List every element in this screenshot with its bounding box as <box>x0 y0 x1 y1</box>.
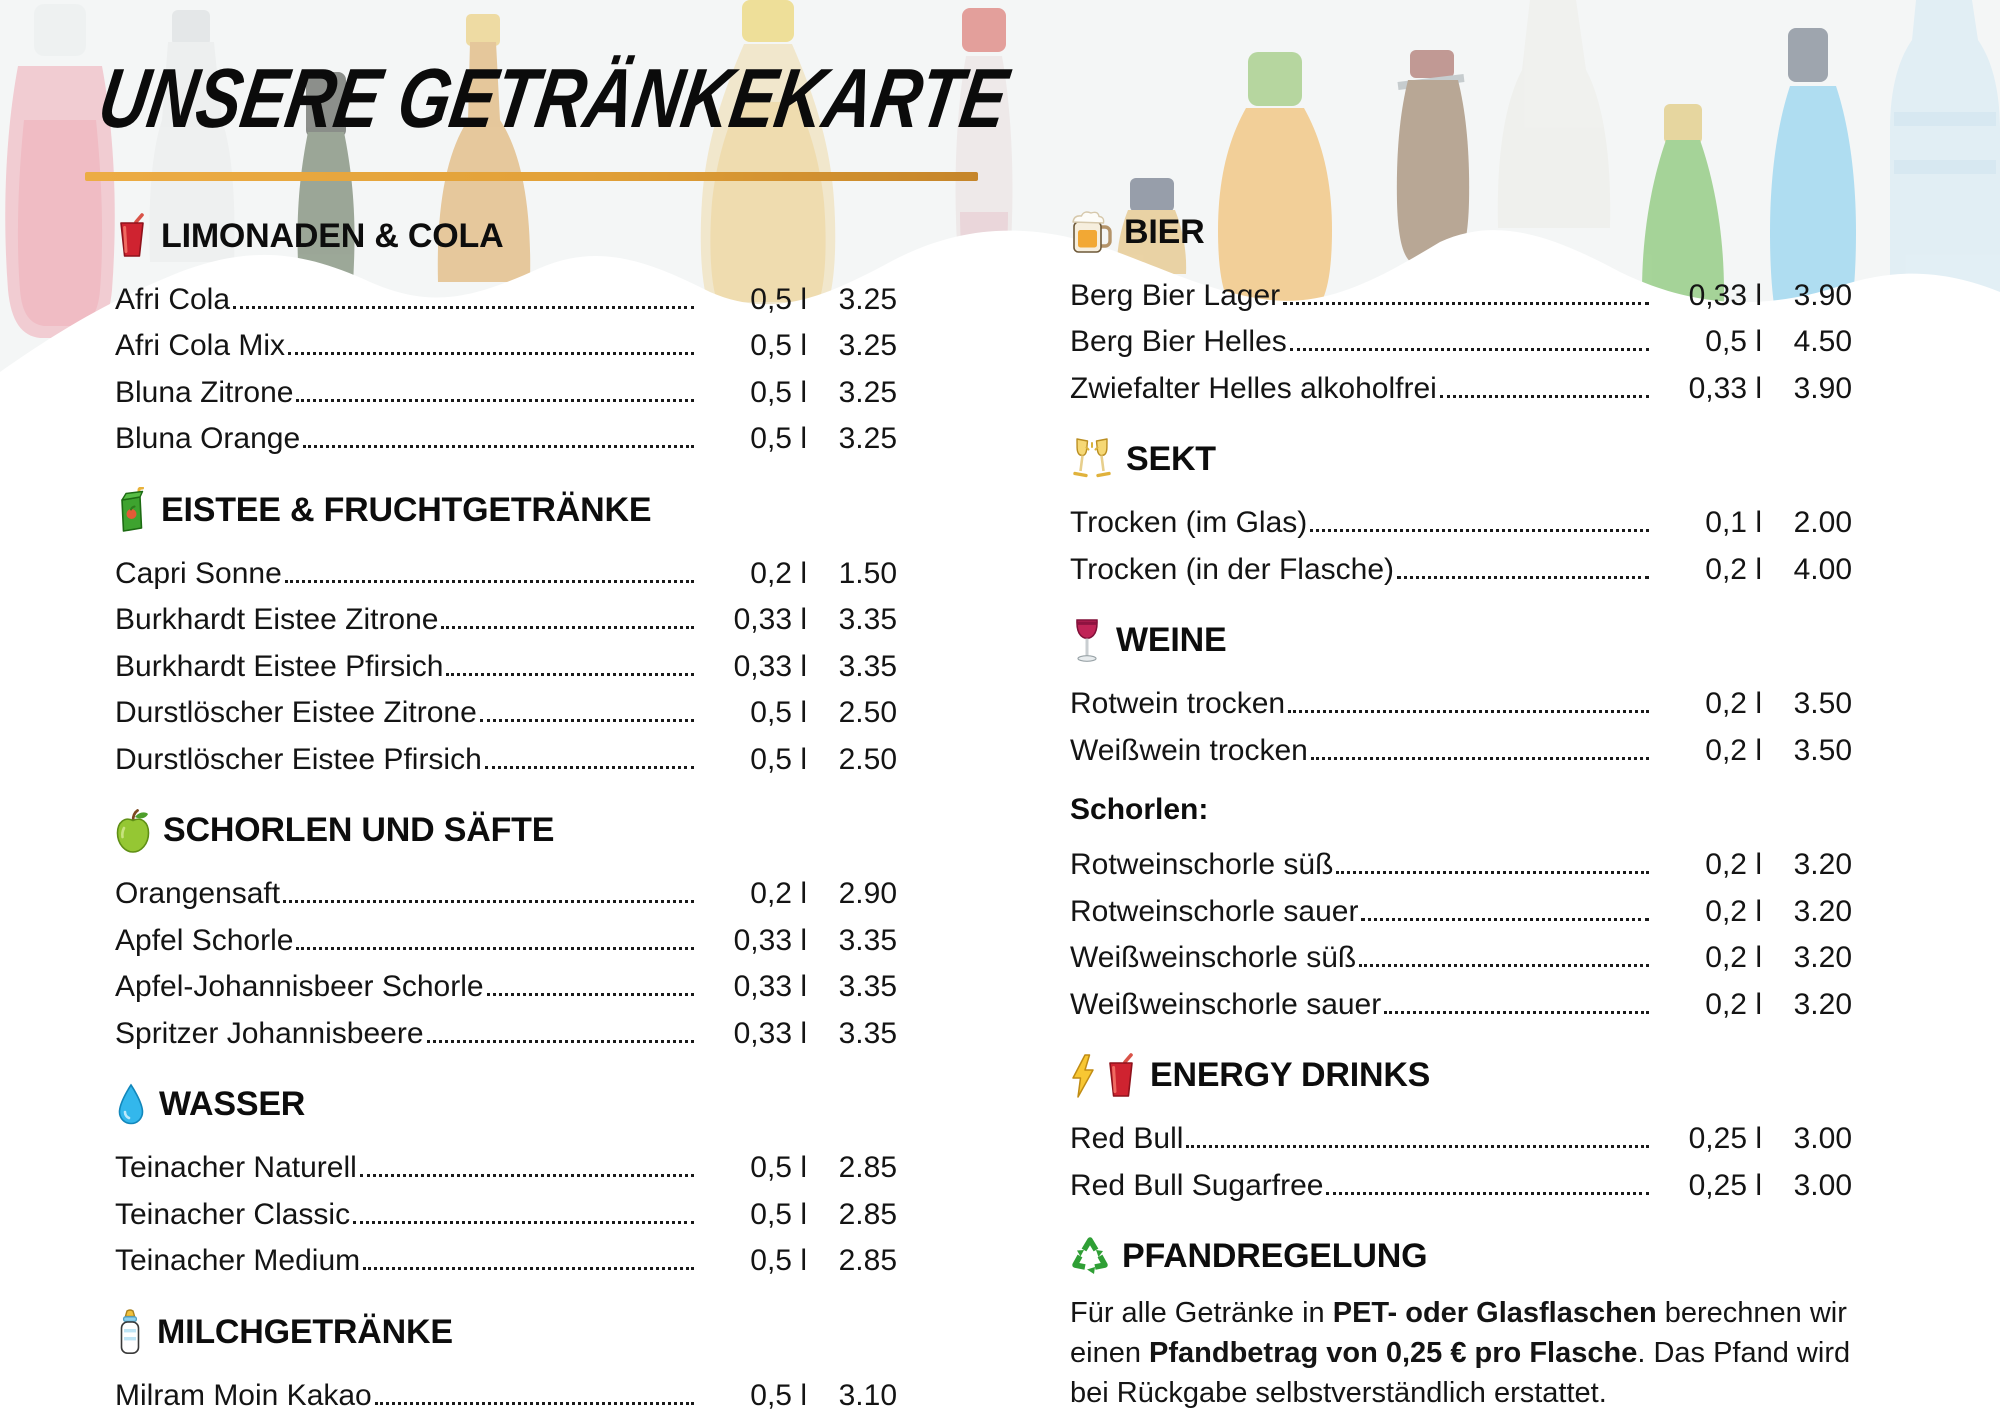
menu-item-row <box>115 317 897 364</box>
dot-leader <box>360 1174 694 1177</box>
item-name: Spritzer Johannisbeere <box>115 1016 424 1050</box>
item-volume: 0,1 l <box>1705 506 1762 539</box>
item-name: Rotwein trocken <box>1070 687 1286 720</box>
item-name: Afri Cola Mix <box>115 329 286 362</box>
item-price: 3.25 <box>838 329 897 362</box>
item-volume: 0,2 l <box>1705 987 1762 1021</box>
item-name: Berg Bier Helles <box>1070 325 1287 358</box>
menu-section <box>1070 206 1852 406</box>
menu-item-row <box>115 591 897 638</box>
section-header <box>1070 615 1852 667</box>
item-price: 2.50 <box>838 742 897 776</box>
item-volume: 0,2 l <box>1705 941 1762 974</box>
menu-item-row <box>115 1139 897 1186</box>
menu-section <box>1070 1050 1852 1203</box>
dot-leader <box>1288 710 1649 713</box>
baby-bottle-icon <box>115 1309 145 1355</box>
menu-column-left <box>115 210 897 1413</box>
item-volume: 0,33 l <box>733 970 807 1003</box>
juice-box-icon <box>115 487 149 533</box>
dot-leader <box>303 445 694 448</box>
item-volume: 0,25 l <box>1688 1168 1762 1202</box>
item-name: Capri Sonne <box>115 556 282 590</box>
item-price: 2.50 <box>838 696 897 729</box>
item-volume: 0,5 l <box>750 375 807 409</box>
item-price: 3.00 <box>1793 1168 1852 1202</box>
item-name: Afri Cola <box>115 282 231 316</box>
item-volume: 0,2 l <box>1705 733 1762 767</box>
dot-leader <box>288 352 694 355</box>
item-price: 3.90 <box>1793 371 1852 405</box>
menu-section <box>1070 1231 1852 1413</box>
item-name: Teinacher Naturell <box>115 1151 357 1184</box>
menu-item-row <box>1070 721 1852 768</box>
menu-item-row <box>115 1185 897 1232</box>
dot-leader <box>1311 757 1649 760</box>
dot-leader <box>353 1221 694 1224</box>
dot-leader <box>1384 1011 1649 1014</box>
menu-item-row <box>115 1004 897 1051</box>
item-name: Durstlöscher Eistee Zitrone <box>115 696 477 729</box>
title-underline <box>85 172 978 181</box>
item-volume: 0,5 l <box>750 742 807 776</box>
item-price: 2.00 <box>1793 506 1852 539</box>
dot-leader <box>1440 395 1649 398</box>
item-volume: 0,5 l <box>750 696 807 729</box>
dot-leader <box>1310 529 1649 532</box>
item-name: Rotweinschorle sauer <box>1070 894 1359 928</box>
item-price: 3.35 <box>838 970 897 1003</box>
section-title: EISTEE & FRUCHTGETRÄNKE <box>161 490 652 529</box>
item-volume: 0,33 l <box>1688 278 1762 312</box>
section-title: WASSER <box>159 1085 306 1123</box>
item-price: 3.10 <box>838 1378 897 1412</box>
item-price: 3.25 <box>838 282 897 316</box>
menu-item-row <box>1070 836 1852 883</box>
menu-item-row <box>1070 313 1852 360</box>
menu-item-row <box>115 270 897 317</box>
dot-leader <box>283 900 694 903</box>
item-volume: 0,5 l <box>750 422 807 455</box>
note-segment: berechnen wir einen <box>1070 1296 1847 1369</box>
menu-item-row <box>1070 929 1852 976</box>
item-name: Weißwein trocken <box>1070 733 1308 767</box>
item-name: Bluna Orange <box>115 422 301 455</box>
menu-item-row <box>1070 494 1852 541</box>
item-volume: 0,2 l <box>1705 894 1762 928</box>
dot-leader <box>285 580 694 583</box>
item-name: Trocken (in der Flasche) <box>1070 552 1394 586</box>
dot-leader <box>487 993 694 996</box>
menu-item-row <box>1070 975 1852 1022</box>
item-price: 3.35 <box>838 1016 897 1050</box>
item-price: 3.50 <box>1793 733 1852 767</box>
item-price: 2.85 <box>838 1244 897 1277</box>
deposit-note <box>1070 1293 1862 1413</box>
item-volume: 0,5 l <box>750 329 807 362</box>
item-price: 2.85 <box>838 1197 897 1231</box>
dot-leader <box>296 399 694 402</box>
section-title: BIER <box>1124 212 1205 251</box>
item-price: 3.25 <box>838 375 897 409</box>
item-name: Red Bull Sugarfree <box>1070 1168 1324 1202</box>
green-apple-icon <box>115 808 151 854</box>
item-volume: 0,5 l <box>750 1378 807 1412</box>
menu-item-row <box>115 1366 897 1413</box>
section-header <box>115 1306 897 1358</box>
dot-leader <box>1359 964 1649 967</box>
item-volume: 0,5 l <box>750 1151 807 1184</box>
item-name: Teinacher Medium <box>115 1244 361 1277</box>
dot-leader <box>1290 348 1649 351</box>
menu-item-row <box>1070 882 1852 929</box>
note-segment: Für alle Getränke in <box>1070 1296 1333 1329</box>
menu-section <box>115 1079 897 1279</box>
item-price: 2.85 <box>838 1151 897 1184</box>
menu-item-row <box>115 637 897 684</box>
item-name: Weißweinschorle süß <box>1070 941 1357 974</box>
menu-section <box>1070 788 1852 1022</box>
item-volume: 0,33 l <box>733 603 807 636</box>
item-volume: 0,33 l <box>733 923 807 957</box>
item-price: 2.90 <box>838 877 897 910</box>
item-volume: 0,33 l <box>1688 371 1762 405</box>
menu-item-row <box>115 730 897 777</box>
dot-leader <box>485 766 694 769</box>
item-volume: 0,5 l <box>750 1197 807 1231</box>
menu-item-row <box>115 410 897 457</box>
item-volume: 0,5 l <box>1705 325 1762 358</box>
item-price: 4.50 <box>1793 325 1852 358</box>
item-price: 3.20 <box>1793 848 1852 881</box>
section-title: ENERGY DRINKS <box>1150 1056 1431 1094</box>
item-price: 3.20 <box>1793 941 1852 974</box>
section-header <box>115 484 897 536</box>
item-name: Rotweinschorle süß <box>1070 848 1334 881</box>
dot-leader <box>1186 1145 1649 1148</box>
menu-item-row <box>1070 1156 1852 1203</box>
menu-item-row <box>1070 540 1852 587</box>
menu-item-row <box>115 911 897 958</box>
item-volume: 0,2 l <box>1705 687 1762 720</box>
section-header <box>115 210 897 262</box>
item-volume: 0,2 l <box>750 556 807 590</box>
menu-section <box>1070 615 1852 768</box>
item-price: 3.35 <box>838 649 897 683</box>
menu-item-row <box>1070 359 1852 406</box>
section-header <box>1070 1231 1852 1283</box>
section-header <box>1070 206 1852 258</box>
item-name: Trocken (im Glas) <box>1070 506 1308 539</box>
item-volume: 0,2 l <box>750 877 807 910</box>
item-price: 3.20 <box>1793 987 1852 1021</box>
item-price: 3.90 <box>1793 278 1852 312</box>
section-title: LIMONADEN & COLA <box>161 216 504 255</box>
menu-item-row <box>115 684 897 731</box>
section-header <box>115 805 897 857</box>
red-cup-icon <box>1104 1053 1138 1099</box>
section-title: WEINE <box>1116 621 1227 659</box>
section-header <box>1070 1050 1852 1102</box>
menu-item-row <box>115 958 897 1005</box>
dot-leader <box>375 1402 694 1405</box>
dot-leader <box>363 1267 694 1270</box>
item-name: Apfel Schorle <box>115 923 294 957</box>
item-name: Bluna Zitrone <box>115 375 294 409</box>
menu-section <box>115 484 897 777</box>
dot-leader <box>480 719 694 722</box>
item-name: Milram Moin Kakao <box>115 1378 372 1412</box>
water-drop-icon <box>115 1082 147 1128</box>
menu-item-row <box>115 865 897 912</box>
menu-item-row <box>1070 1110 1852 1157</box>
menu-section <box>1070 434 1852 587</box>
section-title: SEKT <box>1126 440 1216 478</box>
dot-leader <box>296 947 694 950</box>
subsection-title: Schorlen: <box>1070 792 1209 826</box>
item-name: Burkhardt Eistee Pfirsich <box>115 649 444 683</box>
dot-leader <box>233 306 694 309</box>
item-volume: 0,33 l <box>733 649 807 683</box>
item-volume: 0,5 l <box>750 282 807 316</box>
item-price: 3.35 <box>838 603 897 636</box>
menu-section <box>115 805 897 1051</box>
dot-leader <box>1283 302 1649 305</box>
menu-item-row <box>115 1232 897 1279</box>
item-volume: 0,25 l <box>1688 1122 1762 1155</box>
note-segment: . Das Pfand wird bei Rückgabe selbstverständlich erstattet. <box>1070 1336 1851 1409</box>
dot-leader <box>441 626 694 629</box>
menu-item-row <box>1070 266 1852 313</box>
menu-column-right <box>1070 206 1852 1413</box>
item-volume: 0,2 l <box>1705 552 1762 586</box>
item-name: Red Bull <box>1070 1122 1184 1155</box>
item-price: 3.50 <box>1793 687 1852 720</box>
item-name: Durstlöscher Eistee Pfirsich <box>115 742 482 776</box>
note-segment: PET- oder Glasflaschen <box>1332 1296 1657 1329</box>
dot-leader <box>1336 871 1649 874</box>
menu-section <box>115 1306 897 1413</box>
dot-leader <box>427 1040 694 1043</box>
menu-item-row <box>115 363 897 410</box>
item-name: Orangensaft <box>115 877 281 910</box>
dot-leader <box>1326 1192 1649 1195</box>
item-volume: 0,5 l <box>750 1244 807 1277</box>
item-volume: 0,33 l <box>733 1016 807 1050</box>
section-title: MILCHGETRÄNKE <box>157 1312 453 1351</box>
item-price: 4.00 <box>1793 552 1852 586</box>
note-segment: Pfandbetrag von 0,25 € pro Flasche <box>1149 1336 1638 1369</box>
wine-glass-icon <box>1070 618 1104 664</box>
dot-leader <box>446 673 694 676</box>
section-header <box>1070 434 1852 486</box>
menu-item-row <box>115 544 897 591</box>
menu-section <box>115 210 897 456</box>
item-price: 3.35 <box>838 923 897 957</box>
item-volume: 0,2 l <box>1705 848 1762 881</box>
section-title: PFANDREGELUNG <box>1122 1237 1428 1275</box>
dot-leader <box>1397 576 1649 579</box>
item-name: Burkhardt Eistee Zitrone <box>115 603 439 636</box>
item-price: 3.20 <box>1793 894 1852 928</box>
item-name: Zwiefalter Helles alkoholfrei <box>1070 371 1437 405</box>
item-name: Teinacher Classic <box>115 1197 351 1231</box>
item-name: Berg Bier Lager <box>1070 278 1281 312</box>
lightning-icon <box>1070 1053 1096 1099</box>
menu-item-row <box>1070 675 1852 722</box>
item-name: Weißweinschorle sauer <box>1070 987 1382 1021</box>
section-title: SCHORLEN UND SÄFTE <box>163 811 555 849</box>
clinking-glasses-icon <box>1070 437 1114 483</box>
section-header <box>115 1079 897 1131</box>
item-name: Apfel-Johannisbeer Schorle <box>115 970 484 1003</box>
item-price: 3.00 <box>1793 1122 1852 1155</box>
item-price: 1.50 <box>838 556 897 590</box>
recycling-icon <box>1070 1234 1110 1280</box>
item-price: 3.25 <box>838 422 897 455</box>
page-title: UNSERE GETRÄNKEKARTE <box>92 51 1014 145</box>
beer-mug-icon <box>1070 209 1112 255</box>
dot-leader <box>1361 918 1649 921</box>
red-cup-icon <box>115 213 149 259</box>
